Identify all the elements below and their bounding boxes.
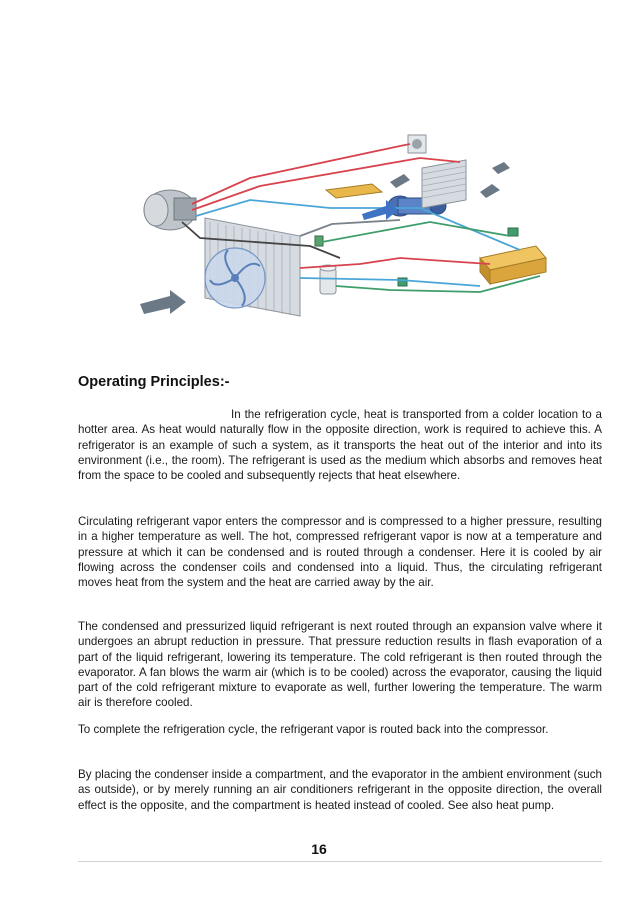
- heater-module-icon: [480, 246, 546, 284]
- pressure-switch-icon: [315, 236, 323, 246]
- paragraph-2: Circulating refrigerant vapor enters the compressor and is compressed to a higher pressure, resulting in a higher temperature as well. The hot, compressed refrigerant vapor is now at a temperature and pressure at which it can be condensed and is routed through a condenser. Here it is cooled by air flowing across the condenser coils and condensed into a liquid. Thus, the circulating refrigerant moves heat from the system and the heat are carried away by the air.: [78, 515, 602, 590]
- refrigeration-system-diagram: [100, 118, 570, 350]
- section-heading: Operating Principles:-: [78, 374, 230, 390]
- temperature-sensor-icon: [508, 228, 518, 236]
- paragraph-5: By placing the condenser inside a compartment, and the evaporator in the ambient environment (such as outside), or by merely running an air conditioners refrigerant in the opposite direction, the overall effect is the opposite, and the compartment is heated instead of cooled. See also heat pump.: [78, 768, 602, 812]
- paragraph-4: To complete the refrigeration cycle, the refrigerant vapor is routed back into the compressor.: [78, 723, 549, 736]
- footer-divider: [78, 861, 602, 862]
- evaporator-icon: [422, 160, 466, 208]
- paragraph-3: The condensed and pressurized liquid refrigerant is next routed through an expansion valve where it undergoes an abrupt reduction in pressure. That pressure reduction results in flash evaporation of a part of the liquid refrigerant, lowering its temperature. The cold refrigerant is then routed through the evaporator. A fan blows the warm air (which is to be cooled) across the evaporator, causing the liquid part of the cold refrigerant mixture to evaporate as well, further lowering the temperature. The warm air is therefore cooled.: [78, 620, 602, 710]
- control-panel-icon: [408, 135, 426, 153]
- page-number: 16: [311, 841, 327, 857]
- paragraph-1-text: In the refrigeration cycle, heat is transported from a colder location to a hotter area. As heat would naturally flow in the opposite direction, work is required to achieve this. A refrigerator is an example of such a system, as it transports the heat out of the interior and into its environment (i.e., the room). The refrigerant is used as the medium which absorbs and removes heat from the space to be cooled and subsequently rejects that heat elsewhere.: [78, 408, 602, 483]
- paragraph-1: [78, 407, 602, 483]
- condenser-icon: [205, 218, 300, 316]
- compressor-icon: [144, 190, 196, 230]
- control-module-icon: [326, 184, 382, 198]
